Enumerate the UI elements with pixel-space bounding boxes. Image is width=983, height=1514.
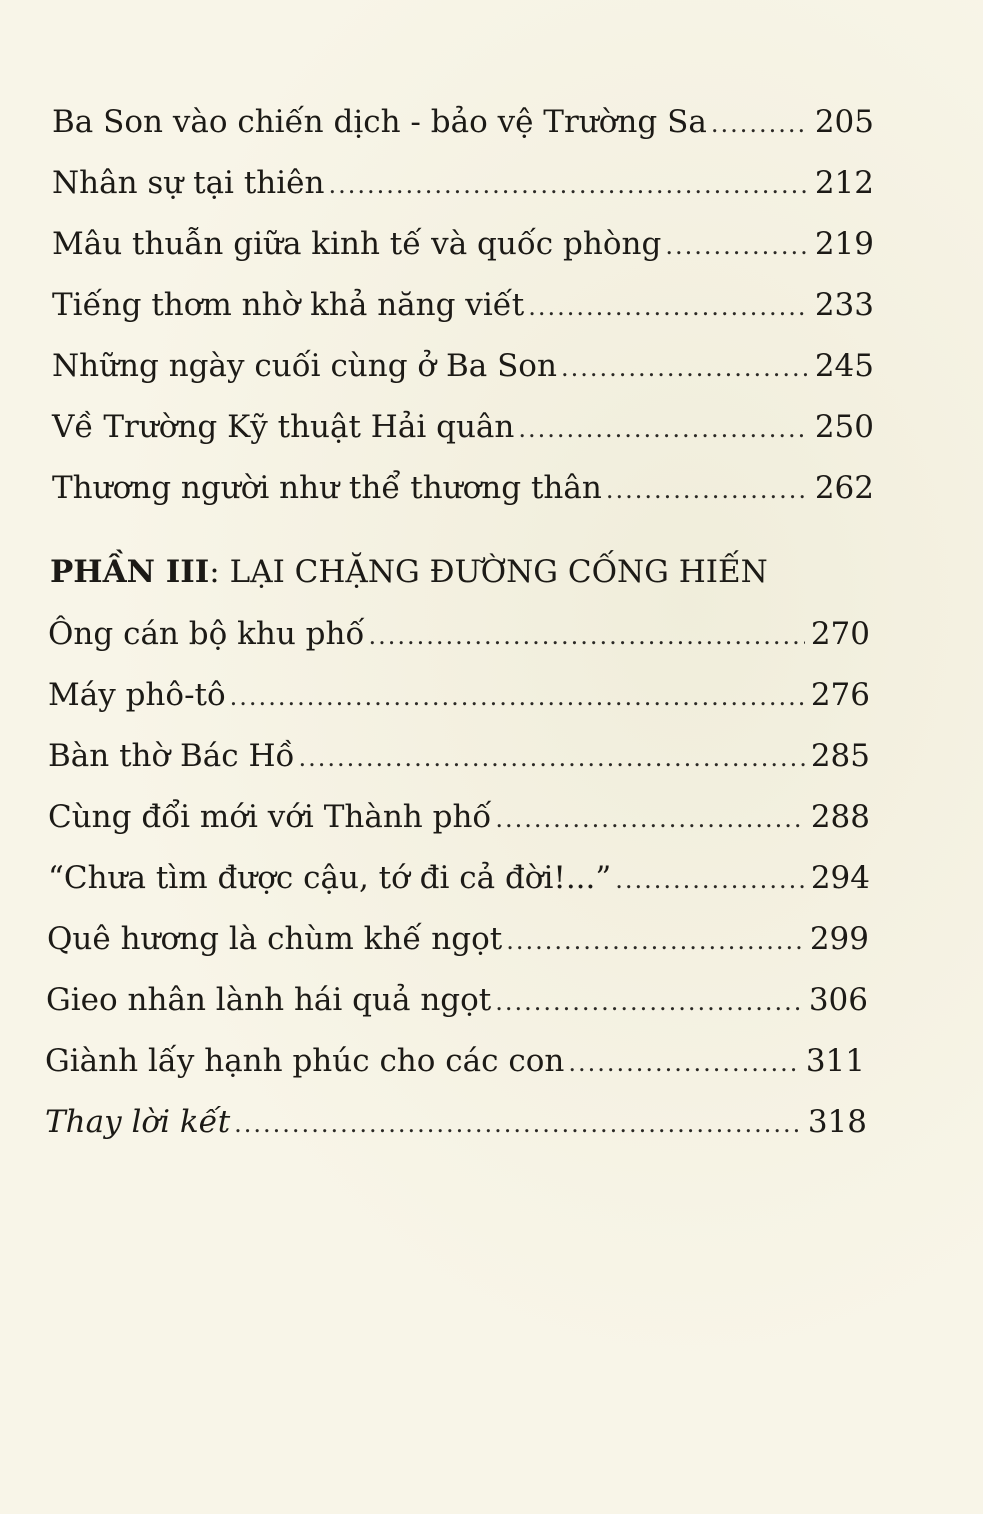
toc-entry-title: Ông cán bộ khu phố <box>48 616 365 652</box>
toc-entry-title: Những ngày cuối cùng ở Ba Son <box>52 348 557 384</box>
toc-entry-title: Giành lấy hạnh phúc cho các con <box>45 1043 565 1079</box>
dot-leader <box>299 738 805 778</box>
toc-entry <box>52 285 874 327</box>
dot-leader <box>495 982 803 1022</box>
toc-entry-title: Về Trường Kỹ thuật Hải quân <box>52 409 515 445</box>
part-title: LẠI CHẶNG ĐƯỜNG CỐNG HIẾN <box>219 554 768 590</box>
part-heading <box>50 552 768 592</box>
toc-entry <box>48 736 870 778</box>
toc-entry <box>47 919 869 961</box>
toc-entry-page: 294 <box>810 860 870 896</box>
toc-entry <box>52 346 874 388</box>
dot-leader <box>518 409 808 449</box>
toc-entry-title: Ba Son vào chiến dịch - bảo vệ Trường Sa <box>52 104 707 140</box>
toc-entry <box>45 1102 867 1144</box>
dot-leader <box>368 616 804 656</box>
toc-entry-title: Thay lời kết <box>45 1104 231 1140</box>
dot-leader <box>711 104 809 144</box>
toc-entry-title: Nhân sự tại thiên <box>52 165 325 201</box>
dot-leader <box>528 287 809 327</box>
toc-entry-page: 285 <box>810 738 870 774</box>
toc-entry-page: 276 <box>810 677 870 713</box>
toc-entry <box>48 797 870 839</box>
toc-entry-title: Gieo nhân lành hái quả ngọt <box>46 982 492 1018</box>
dot-leader <box>665 226 809 266</box>
part-label: PHẦN III <box>50 554 210 590</box>
dot-leader <box>495 799 804 839</box>
toc-entry-page: 233 <box>814 287 874 323</box>
dot-leader <box>615 860 805 900</box>
toc-entry-title: Quê hương là chùm khế ngọt <box>47 921 503 957</box>
toc-entry <box>52 224 874 266</box>
toc-entry-page: 318 <box>807 1104 867 1140</box>
toc-entry-page: 288 <box>810 799 870 835</box>
toc-entry-page: 250 <box>814 409 874 445</box>
toc-entry-title: Thương người như thể thương thân <box>52 470 602 506</box>
dot-leader <box>568 1043 799 1083</box>
part-separator: : <box>209 554 220 590</box>
toc-entry-page: 245 <box>814 348 874 384</box>
dot-leader <box>606 470 809 510</box>
toc-entry <box>52 407 874 449</box>
toc-entry <box>52 102 874 144</box>
toc-entry <box>45 1041 865 1083</box>
toc-entry-page: 299 <box>809 921 869 957</box>
toc-entry <box>48 675 870 717</box>
dot-leader <box>561 348 809 388</box>
toc-entry-page: 212 <box>814 165 874 201</box>
toc-entry-page: 306 <box>808 982 868 1018</box>
toc-entry <box>48 614 870 656</box>
toc-entry <box>52 163 874 205</box>
toc-entry-title: Máy phô-tô <box>48 677 226 713</box>
dot-leader <box>328 165 808 205</box>
toc-entry <box>46 980 868 1022</box>
toc-entry <box>48 858 870 900</box>
toc-entry-page: 270 <box>810 616 870 652</box>
toc-entry-title: Bàn thờ Bác Hồ <box>48 738 295 774</box>
dot-leader <box>506 921 804 961</box>
toc-entry-page: 205 <box>814 104 874 140</box>
toc-entry-title: Cùng đổi mới với Thành phố <box>48 799 492 835</box>
toc-entry-page: 219 <box>814 226 874 262</box>
toc-entry-title: “Chưa tìm được cậu, tớ đi cả đời!...” <box>48 860 612 896</box>
toc-entry-page: 262 <box>814 470 874 506</box>
toc-entry-title: Tiếng thơm nhờ khả năng viết <box>52 287 525 323</box>
toc-entry-title: Mâu thuẫn giữa kinh tế và quốc phòng <box>52 226 662 262</box>
dot-leader <box>234 1104 802 1144</box>
toc-entry-page: 311 <box>805 1043 865 1079</box>
toc-entry <box>52 468 874 510</box>
dot-leader <box>230 677 805 717</box>
